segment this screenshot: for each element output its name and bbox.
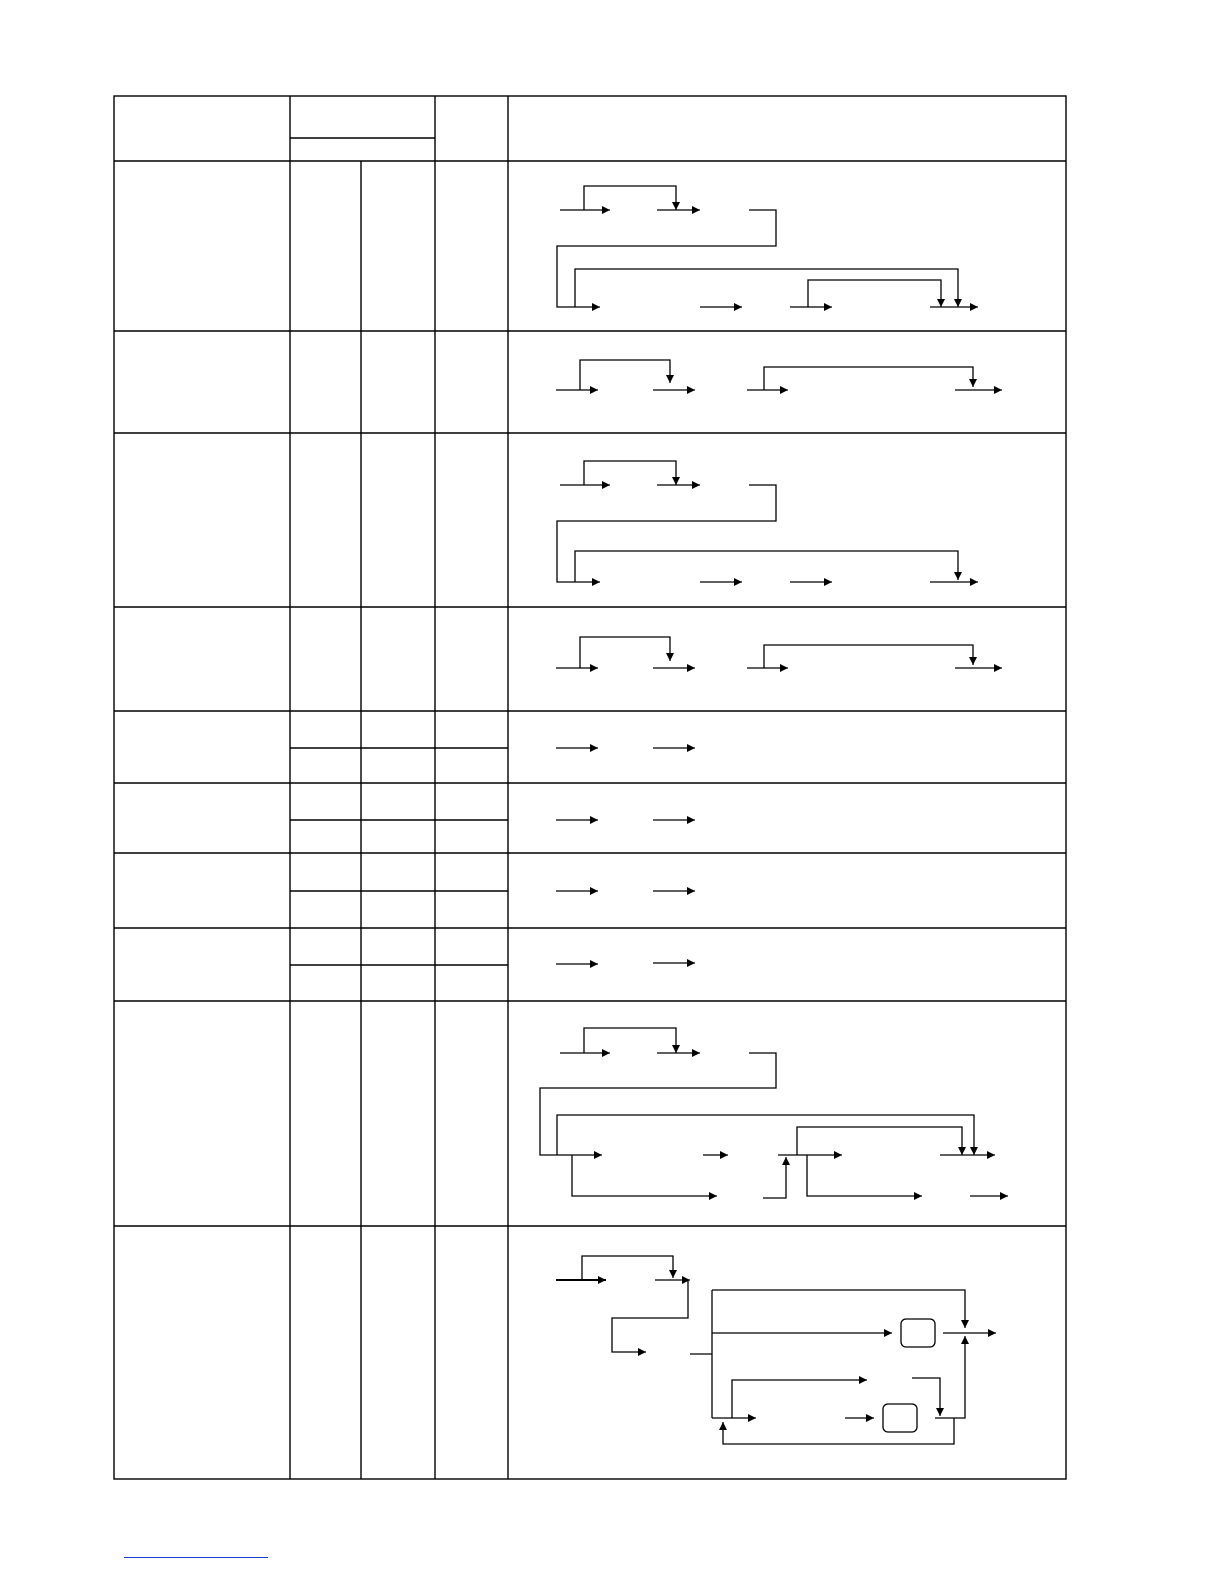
flow-diagram-row-3 <box>557 461 978 582</box>
flow-arrow <box>723 1418 954 1444</box>
flow-line <box>557 210 776 307</box>
flow-arrow <box>764 645 973 668</box>
flow-diagram-row-9 <box>540 1028 1008 1198</box>
flow-arrow <box>572 1155 717 1196</box>
flow-diagram-row-4 <box>556 637 1002 668</box>
table-grid <box>114 96 1066 1479</box>
flow-arrow <box>808 280 941 307</box>
flow-arrow <box>584 1028 676 1053</box>
flow-arrow <box>575 269 958 307</box>
flow-line <box>540 1053 776 1155</box>
flow-arrow <box>912 1378 940 1416</box>
flow-arrow <box>732 1380 867 1418</box>
flow-diagram-row-1 <box>557 186 978 307</box>
flow-arrow <box>584 186 676 210</box>
key-box <box>901 1319 935 1347</box>
flow-arrow <box>580 637 670 668</box>
flow-arrow <box>580 360 670 390</box>
flow-arrow <box>764 367 973 390</box>
flow-line <box>557 485 776 582</box>
flow-arrow <box>797 1127 962 1155</box>
flow-line <box>612 1280 688 1352</box>
flow-arrow <box>582 1256 673 1280</box>
flow-arrow <box>584 461 676 485</box>
flow-arrow <box>807 1155 922 1196</box>
flow-diagram-row-2 <box>556 360 1002 390</box>
flow-diagram-row-8 <box>556 963 695 964</box>
footer-rule <box>124 1557 268 1558</box>
table-border <box>114 96 1066 1479</box>
flow-arrow <box>712 1290 965 1328</box>
flow-arrow <box>575 551 958 582</box>
flow-arrow <box>763 1157 786 1198</box>
key-box <box>883 1404 917 1432</box>
flow-diagram-row-10 <box>556 1256 996 1444</box>
flow-arrow <box>557 1115 974 1155</box>
